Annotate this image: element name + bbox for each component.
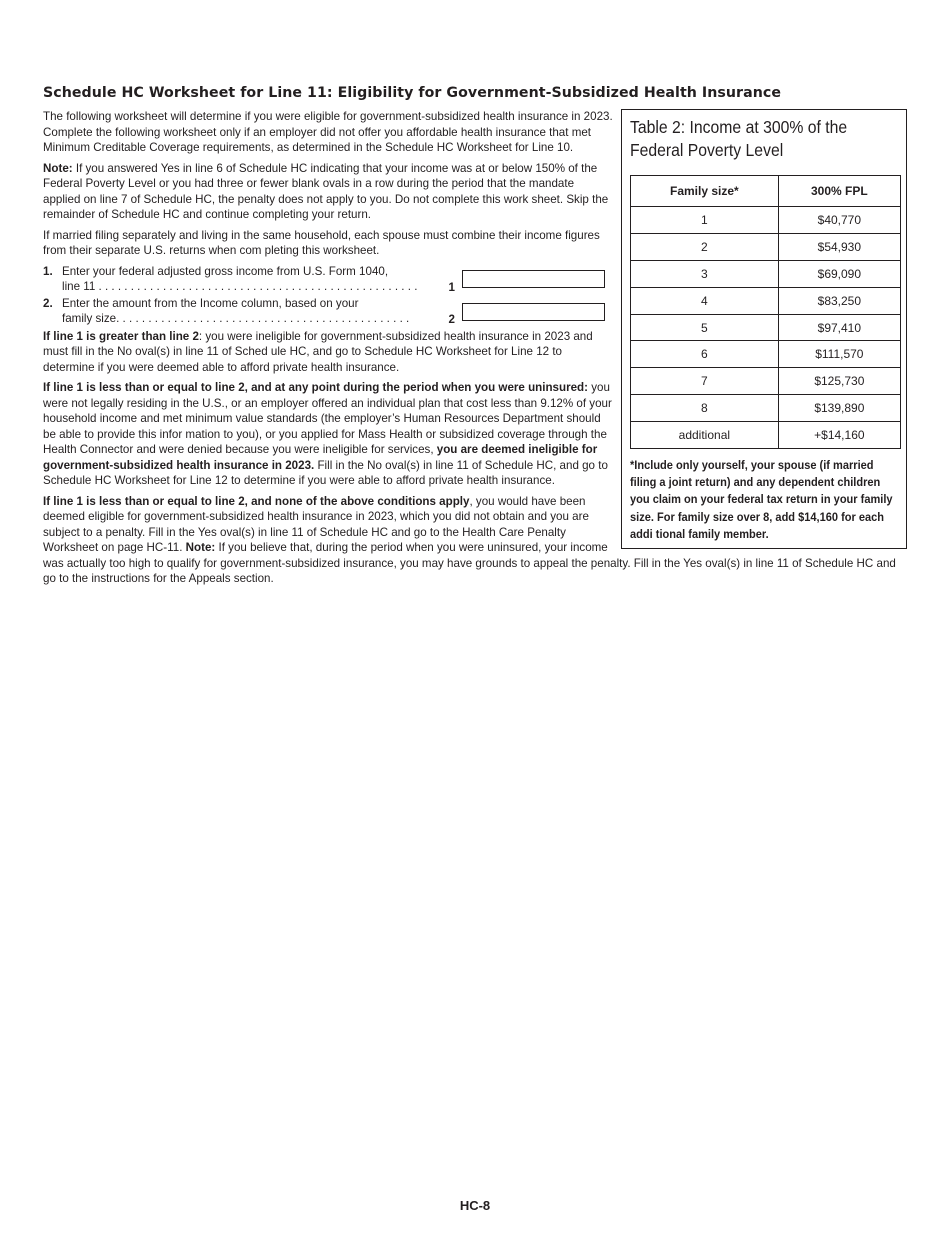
family-size-cell: 5 (631, 314, 779, 341)
family-size-cell: additional (631, 422, 779, 449)
fpl-amount-cell: $69,090 (778, 260, 900, 287)
table2-title-line2: Federal Poverty Level (630, 140, 784, 160)
worksheet-title: Schedule HC Worksheet for Line 11: Eligibility for Government-Subsidized Health Insurance (43, 85, 782, 101)
line-label: 2 (448, 312, 455, 326)
none-text: , you would have been deemed eligible for government-subsidized health insurance in 2023, which you did not obtain and you are subject to a penalty. Fill in the Yes oval(s) in line 11 of Schedule HC and go to the Health Care Penalty Worksheet on page HC-11. (43, 494, 589, 554)
line-2-entry-field[interactable] (462, 303, 605, 321)
family-size-cell: 6 (631, 341, 779, 368)
line-text-first: Enter the amount from the Income column, based on your (62, 296, 359, 310)
fpl-amount-cell: $139,890 (778, 395, 900, 422)
line-label: 1 (448, 280, 455, 294)
greater-text: : you were ineligible for government-subsidized health insurance in 2023 and must fill in the No oval(s) in line 11 of Sched ule HC, and go to Schedule HC Worksheet for Line 12 to determine if you were deemed able to afford private health insurance. (43, 329, 593, 374)
family-size-cell: 3 (631, 260, 779, 287)
table2-title (630, 116, 900, 162)
none-bold: If line 1 is less than or equal to line 2, and none of the above conditions apply (43, 494, 470, 508)
family-size-cell: 7 (631, 368, 779, 395)
table2-box (621, 109, 907, 549)
line-1-entry-field[interactable] (462, 270, 605, 288)
less-bold: If line 1 is less than or equal to line 2, and at any point during the period when you were uninsured: (43, 381, 588, 394)
line-description (62, 264, 452, 295)
note-text: If you answered Yes in line 6 of Schedule HC indicating that your income was at or below 150% of the Federal Poverty Level or you had three or fewer blank ovals in a row during the period that the mandate applied on line 7 of Schedule HC, the penalty does not apply to you. Do not complete this work sheet. Skip the remainder of Schedule HC and continue completing your return. (43, 161, 609, 221)
worksheet-line-1 (43, 264, 907, 296)
family-size-cell: 8 (631, 395, 779, 422)
less-text-2: Fill in the No oval(s) in line 11 of Schedule HC, and go to Schedule HC Worksheet for Line 12 to determine if you were able to afford private health insurance. (43, 458, 608, 487)
fpl-amount-cell: $54,930 (778, 233, 900, 260)
note-label: Note: (43, 161, 73, 175)
less-bold-2: you are deemed ineligible for government-subsidized health insurance in 2023. (43, 443, 598, 472)
family-size-cell: 1 (631, 207, 779, 234)
none-note-label: Note: (185, 541, 216, 554)
line-description (62, 296, 452, 327)
table-row (631, 341, 901, 368)
fpl-amount-cell: $40,770 (778, 207, 900, 234)
fpl-amount-cell: +$14,160 (778, 422, 900, 449)
married-paragraph: If married filing separately and living in the same household, each spouse must combine their income figures from their separate U.S. returns when com pleting this worksheet. (43, 228, 600, 257)
table2-title-line1: Table 2: Income at 300% of the (630, 117, 848, 137)
line-number: 2. (43, 296, 53, 310)
page-number: HC-8 (459, 1198, 491, 1213)
table-row (631, 368, 901, 395)
less-text: you were not legally residing in the U.S., or an employer offered an individual plan that cost less than 9.12% of your household income and met minimum value standards (the employer’s Human Resources Department should be able to provide this infor mation to you), or you applied for Mass Health or subsidized coverage through the Health Connector and were denied because you were ineligible for services, (43, 381, 612, 456)
fpl-table-header (631, 176, 901, 207)
worksheet-line-2 (43, 296, 907, 329)
greater-bold: If line 1 is greater than line 2 (43, 329, 199, 343)
family-size-cell: 2 (631, 233, 779, 260)
line-text-second: line 11 . . . . . . . . . . . . . . . . . . . . . . . . . . . . . . . . . . . . . . . . . . . . . . . . . . (62, 280, 418, 293)
table-row (631, 233, 901, 260)
line-text-first: Enter your federal adjusted gross income from U.S. Form 1040, (62, 264, 389, 278)
line-text-second: family size. . . . . . . . . . . . . . . . . . . . . . . . . . . . . . . . . . . . . . . . . . . . . . (62, 312, 410, 325)
none-note-text: If you believe that, during the period when you were uninsured, your income was actually too high to qualify for government-subsidized insurance, you may have grounds to appeal the penalty. Fill in the Yes oval(s) in line 11 of Schedule HC and go to the instructions for the Appeals section. (43, 541, 896, 585)
fpl-amount-cell: $83,250 (778, 287, 900, 314)
intro-paragraph: The following worksheet will determine if you were eligible for government-subsidized health insurance in 2023. Complete the following worksheet only if an employer did not offer you affordable health insurance that met Minimum Creditable Coverage requirements, as determined in the Schedule HC Worksheet for Line 10. (43, 110, 613, 154)
table-row (631, 207, 901, 234)
family-size-cell: 4 (631, 287, 779, 314)
worksheet-body (43, 109, 907, 592)
fpl-amount-cell: $125,730 (778, 368, 900, 395)
header-300-fpl: 300% FPL (778, 176, 900, 207)
table-row (631, 422, 901, 449)
fpl-amount-cell: $97,410 (778, 314, 900, 341)
header-family-size: Family size* (631, 176, 779, 207)
line-number: 1. (43, 264, 53, 278)
fpl-amount-cell: $111,570 (778, 341, 900, 368)
table-row (631, 395, 901, 422)
table2-footnote: *Include only yourself, your spouse (if married filing a joint return) and any dependent children you claim on your federal tax return in your family size. For family size over 8, add $14,160 for each addi tional family member. (630, 458, 893, 541)
